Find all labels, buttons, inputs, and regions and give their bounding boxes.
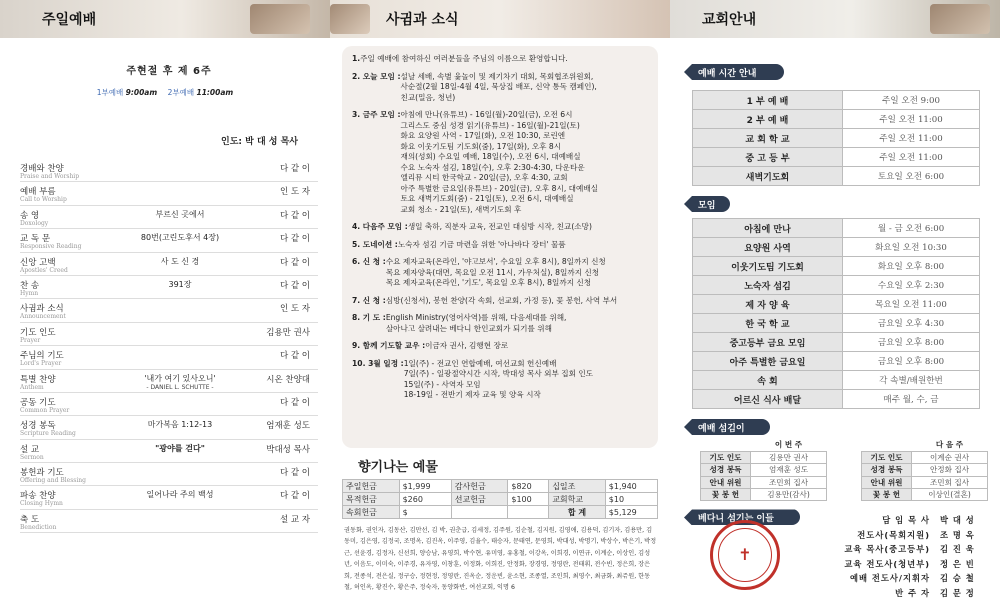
news-item-label: 10. 3월 일정 : bbox=[352, 358, 404, 368]
order-item-detail: 부르신 곳에서 bbox=[155, 209, 205, 219]
order-item-leader: 다 같 이 bbox=[279, 164, 310, 174]
order-row bbox=[20, 370, 318, 393]
meeting-label: 제 자 양 육 bbox=[693, 295, 843, 314]
cross-flame-icon: ✝ bbox=[738, 545, 752, 564]
order-item-english: Praise and Worship bbox=[20, 173, 80, 180]
staff-block bbox=[700, 510, 990, 605]
news-item-label: 3. 금주 모임 : bbox=[352, 110, 401, 119]
offering-label: 주일헌금 bbox=[343, 480, 400, 493]
meetings-section bbox=[684, 196, 1000, 212]
order-item-detail: 일어나라 주의 백성 bbox=[146, 490, 214, 500]
order-item-detail: 사 도 신 경 bbox=[160, 256, 200, 266]
news-item-label: 8. 기 도 : bbox=[352, 313, 386, 322]
order-item-leader: 다 같 이 bbox=[279, 491, 310, 502]
order-item-english: Hymn bbox=[20, 289, 39, 297]
staff-name: 조 명 옥 bbox=[940, 529, 975, 540]
order-item-detail: "광야를 걷다" bbox=[155, 443, 205, 453]
server-row bbox=[862, 476, 988, 488]
order-row bbox=[20, 159, 318, 182]
order-item-english: Benediction bbox=[20, 523, 57, 531]
order-item-title: 봉헌과 기도 bbox=[20, 468, 64, 479]
church-info-header-title: 교회안내 bbox=[702, 12, 757, 28]
header-photo-right bbox=[930, 4, 990, 34]
server-role: 꽃 봉 헌 bbox=[701, 489, 751, 501]
server-name: 김용만(감사) bbox=[751, 489, 827, 501]
news-item bbox=[352, 54, 648, 65]
news-item-label: 7. 신 청 : bbox=[352, 295, 386, 305]
order-row bbox=[20, 253, 318, 276]
staff-row bbox=[780, 543, 986, 555]
news-item bbox=[352, 257, 648, 289]
server-role: 성경 봉독 bbox=[701, 464, 751, 476]
meeting-row bbox=[693, 238, 980, 257]
news-item-label: 4. 다음주 모임 : bbox=[352, 222, 408, 231]
staff-name: 박 대 성 bbox=[940, 515, 975, 525]
order-item-leader: 인 도 자 bbox=[279, 187, 310, 198]
order-item-leader: 다 같 이 bbox=[279, 280, 310, 291]
meeting-row bbox=[693, 371, 980, 390]
worship-time-row bbox=[693, 129, 980, 148]
order-item-leader: 다 같 이 bbox=[279, 257, 310, 268]
worship-time-value: 주일 오전 11:00 bbox=[843, 148, 980, 167]
meeting-value: 금요일 오후 4:30 bbox=[843, 314, 980, 333]
news-item-label: 1. bbox=[352, 54, 361, 63]
order-row bbox=[20, 276, 318, 299]
staff-row bbox=[780, 558, 986, 570]
order-item-english: Scripture Reading bbox=[20, 430, 76, 438]
worship-time-value: 주일 오전 11:00 bbox=[843, 129, 980, 148]
news-item-text: 설날 세배, 속별 윷놀이 및 제기차기 대회, 목회협조위원회, 사순절(2월 18일-4월 4일, 묵상집 배포, 신약 통독 캠페인), 친교(밀음, 청년) bbox=[400, 71, 597, 102]
staff-row bbox=[780, 587, 986, 599]
server-name: 이상인(결혼) bbox=[912, 489, 988, 501]
offering-label: 감사헌금 bbox=[451, 480, 508, 493]
order-item-title: 성경 봉독 bbox=[20, 421, 56, 432]
order-item-title: 특별 찬양 bbox=[20, 374, 56, 385]
news-item bbox=[352, 240, 648, 251]
news-item-label: 2. 오늘 모임 : bbox=[352, 71, 401, 81]
news-item bbox=[352, 72, 648, 104]
header-photo-left bbox=[330, 4, 370, 34]
meeting-row bbox=[693, 352, 980, 371]
news-item bbox=[352, 359, 648, 401]
order-item-detail: '내가 여기 있사오니' bbox=[144, 373, 216, 383]
server-name: 조민희 집사 bbox=[912, 476, 988, 488]
order-row bbox=[20, 463, 318, 486]
servers-week-heading: 다 음 주 bbox=[912, 439, 988, 451]
order-item-english: Sermon bbox=[20, 453, 44, 461]
worship-time-value: 주일 오전 11:00 bbox=[843, 110, 980, 129]
order-item-title: 송 영 bbox=[20, 210, 40, 221]
meeting-row bbox=[693, 390, 980, 409]
time-value-1: 9:00am bbox=[125, 88, 158, 97]
order-item-detail: 80번(고린도후서 4장) bbox=[140, 233, 220, 243]
church-info-panel bbox=[670, 0, 1000, 607]
order-item-english: Doxology bbox=[20, 219, 49, 227]
news-item-text: 생일 축하, 직분자 교육, 전교인 대심방 시작, 친교(소망) bbox=[407, 222, 592, 231]
news-item-label: 6. 신 청 : bbox=[352, 257, 386, 266]
meeting-value: 금요일 오후 8:00 bbox=[843, 333, 980, 352]
order-item-title: 교 독 문 bbox=[20, 234, 51, 245]
worship-times-title: 예배 시간 안내 bbox=[698, 68, 757, 79]
offering-amount: $820 bbox=[508, 480, 549, 493]
worship-time-value: 주일 오전 9:00 bbox=[843, 91, 980, 110]
news-item bbox=[352, 313, 648, 334]
news-item-text: 이금자 권사, 김행현 장로 bbox=[425, 341, 509, 350]
news-item bbox=[352, 341, 648, 352]
time-label-1: 1부예배 bbox=[96, 88, 124, 97]
worship-time-label: 2 부 예 배 bbox=[693, 110, 843, 129]
news-item-text: 1일(주) - 전교인 연합예배, 여선교회 헌신예배 7일(주) - 일광절약시간 시작, 박대성 목사 외부 집회 인도 15일(주) - 사역자 모임 18-19일 - 전반기 제자 교육 및 양육 시작 bbox=[403, 358, 593, 399]
worship-time-label: 중 고 등 부 bbox=[693, 148, 843, 167]
order-item-leader: 시온 찬양대 bbox=[266, 374, 310, 385]
meeting-label: 요양원 사역 bbox=[693, 238, 843, 257]
meeting-label: 한 국 학 교 bbox=[693, 314, 843, 333]
server-name: 안정화 집사 bbox=[912, 464, 988, 476]
staff-role: 예배 전도사/지휘자 bbox=[849, 573, 930, 584]
staff-name: 김 문 정 bbox=[940, 588, 975, 598]
offering-label: 속회헌금 bbox=[343, 506, 400, 519]
worship-time-row bbox=[693, 148, 980, 167]
news-item-label: 9. 함께 기도할 교우 : bbox=[352, 341, 426, 350]
offering-amount: $10 bbox=[605, 493, 657, 506]
staff-role: 교육 전도사(청년부) bbox=[844, 558, 930, 569]
news-item-text: 노숙자 섬김 기금 마련을 위한 '아나바다 장터' 물품 bbox=[397, 239, 566, 249]
offering-amount bbox=[508, 506, 549, 519]
worship-time-row bbox=[693, 167, 980, 186]
worship-header bbox=[0, 0, 330, 38]
staff-role: 반 주 자 bbox=[895, 588, 930, 598]
worship-panel bbox=[0, 0, 330, 607]
staff-role: 교육 목사(중고등부) bbox=[844, 544, 930, 555]
church-logo bbox=[710, 520, 780, 590]
offering-label: 교회학교 bbox=[549, 493, 606, 506]
order-item-leader: 박대성 목사 bbox=[266, 444, 310, 455]
server-role: 안내 위원 bbox=[862, 476, 912, 488]
worship-times-section bbox=[684, 64, 1000, 80]
order-item-english: Common Prayer bbox=[20, 406, 70, 414]
staff-name: 김 진 욱 bbox=[940, 544, 975, 555]
order-item-english: Anthem bbox=[20, 383, 44, 391]
order-item-leader: 김용만 권사 bbox=[266, 327, 310, 338]
meetings-title: 모임 bbox=[698, 200, 716, 211]
meeting-value: 월 - 금 오전 6:00 bbox=[843, 219, 980, 238]
worship-time-label: 교 회 학 교 bbox=[693, 129, 843, 148]
order-row bbox=[20, 299, 318, 322]
news-item bbox=[352, 222, 648, 233]
news-item-text: English Ministry(영어사역)를 위해, 다음세대를 위해, 살아나고 살려내는 베다니 한인교회가 되기를 위해 bbox=[385, 313, 567, 333]
offering-amount: $100 bbox=[508, 493, 549, 506]
order-row bbox=[20, 416, 318, 439]
server-role: 꽃 봉 헌 bbox=[862, 489, 912, 501]
server-row bbox=[862, 489, 988, 501]
order-row bbox=[20, 229, 318, 252]
news-header-title: 사귐과 소식 bbox=[386, 12, 459, 28]
service-times bbox=[20, 87, 318, 98]
offering-label: 합 계 bbox=[549, 506, 606, 519]
meeting-row bbox=[693, 219, 980, 238]
worship-times-table bbox=[692, 90, 980, 186]
order-item-leader: 인 도 자 bbox=[279, 304, 310, 315]
worship-time-row bbox=[693, 110, 980, 129]
meeting-row bbox=[693, 314, 980, 333]
servers-section bbox=[684, 419, 1000, 435]
order-item-title: 설 교 bbox=[20, 444, 40, 455]
order-item-english: Closing Hymn bbox=[20, 500, 63, 508]
order-item-title: 주님의 기도 bbox=[20, 351, 64, 362]
order-item-leader: 다 같 이 bbox=[279, 351, 310, 362]
order-item-leader: 다 같 이 bbox=[279, 397, 310, 408]
staff-row bbox=[780, 572, 986, 584]
worship-time-row bbox=[693, 91, 980, 110]
staff-role: 전도사(목회지원) bbox=[857, 529, 930, 540]
order-row bbox=[20, 440, 318, 463]
servers-this-week bbox=[700, 439, 827, 501]
staff-name: 김 승 철 bbox=[940, 573, 975, 584]
order-item-leader: 다 같 이 bbox=[279, 234, 310, 245]
order-item-title: 축 도 bbox=[20, 514, 40, 525]
server-name: 이계순 권사 bbox=[912, 451, 988, 463]
server-role: 안내 위원 bbox=[701, 476, 751, 488]
server-name: 엄재훈 성도 bbox=[751, 464, 827, 476]
meeting-label: 아침에 만나 bbox=[693, 219, 843, 238]
meeting-value: 금요일 오후 8:00 bbox=[843, 352, 980, 371]
order-row bbox=[20, 510, 318, 533]
church-info-header bbox=[670, 0, 1000, 38]
offering-row bbox=[343, 480, 658, 493]
news-item-text: 아침에 만나(유튜브) - 16일(월)-20일(금), 오전 6시 그리스도 중심 성경 읽기(유튜브) - 16일(월)-21일(토) 화요 요양원 사역 - 17일(화), 오전 10:30, 로린엔 화요 이웃기도팀 기도회(줌), 17일(화), 오후 8시 재의(성회) 수요일 예배, 18일(수), 오전 6시, 대예배실 수요 노숙자 섬김, 18일(수), 오후 2:30-4:30, 다운타운 엘리뮤 시티 한국학교 - 20일(금), 오후 4:30, 교회 아주 특별한 금요일(유튜브) - 20일(금), 오후 8시, 대예배실 토요 새벽기도회(줌) - 21일(토), 오전 6시, 대예배실 교회 청소 - 21일(토), 새벽기도회 후 bbox=[400, 110, 599, 214]
order-row bbox=[20, 346, 318, 369]
order-item-english: Lord's Prayer bbox=[20, 360, 62, 368]
header-photo bbox=[250, 4, 310, 34]
offering-label: 십일조 bbox=[549, 480, 606, 493]
server-row bbox=[862, 451, 988, 463]
staff-role: 담 임 목 사 bbox=[882, 515, 930, 525]
server-row bbox=[701, 451, 827, 463]
service-title: 주현절 후 제 6주 bbox=[126, 66, 212, 77]
server-role: 성경 봉독 bbox=[862, 464, 912, 476]
worship-time-label: 1 부 예 배 bbox=[693, 91, 843, 110]
worship-header-title: 주일예배 bbox=[42, 12, 97, 28]
news-item-text: 주일 예배에 참여하신 여러분들을 주님의 이름으로 환영합니다. bbox=[360, 54, 568, 63]
offering-label: 목적헌금 bbox=[343, 493, 400, 506]
order-item-title: 사귐과 소식 bbox=[20, 304, 64, 315]
order-item-english: Offering and Blessing bbox=[20, 477, 86, 485]
staff-name: 정 은 빈 bbox=[940, 558, 975, 569]
order-item-english: Apostles' Creed bbox=[20, 266, 68, 274]
meeting-label: 어르신 식사 배달 bbox=[693, 390, 843, 409]
order-row bbox=[20, 486, 318, 509]
order-item-title: 신앙 고백 bbox=[20, 257, 56, 268]
offering-row bbox=[343, 506, 658, 519]
servers-title: 예배 섬김이 bbox=[698, 423, 745, 434]
order-item-leader: 다 같 이 bbox=[279, 210, 310, 221]
offering-amount: $1,999 bbox=[399, 480, 451, 493]
meeting-row bbox=[693, 333, 980, 352]
servers-next-week bbox=[861, 439, 988, 501]
order-item-detail: 391장 bbox=[168, 279, 192, 289]
news-header bbox=[330, 0, 670, 38]
offering-label bbox=[451, 506, 508, 519]
server-name: 김용만 권사 bbox=[751, 451, 827, 463]
order-item-english: Responsive Reading bbox=[20, 243, 82, 251]
order-item-leader: 다 같 이 bbox=[279, 468, 310, 479]
news-panel bbox=[330, 0, 670, 607]
meeting-label: 속 회 bbox=[693, 371, 843, 390]
meeting-label: 노숙자 섬김 bbox=[693, 276, 843, 295]
news-item-text: 심방(신청서), 봉헌 찬양(각 속회, 선교회, 가정 등), 꽃 봉헌, 사역 부서 bbox=[385, 295, 618, 305]
meeting-label: 이웃기도팀 기도회 bbox=[693, 257, 843, 276]
time-value-2: 11:00am bbox=[196, 88, 234, 97]
order-item-title: 파송 찬양 bbox=[20, 491, 56, 502]
staff-row bbox=[780, 514, 986, 526]
server-name: 조민희 집사 bbox=[751, 476, 827, 488]
meeting-row bbox=[693, 295, 980, 314]
meeting-value: 목요일 오전 11:00 bbox=[843, 295, 980, 314]
meeting-label: 중고등부 금요 모임 bbox=[693, 333, 843, 352]
offering-names: 권동화, 권인자, 김동산, 김만선, 김 박, 권춘급, 김세정, 김주원, 김순철, 김지원, 김영애, 김용덕, 김기자, 김용만, 김동미, 김은영, 김정국, 조명옥, 김진옥, 이주영, 김율수, 태승자, 문태연, 문영희, 박대성, 박명기, 박상수, 박은기, 박정근, 선윤경, 김정자, 신선희, 양승남, 유영희, 박수현, 유미영, 유홍철, 이강옥, 이희경, 이연규, 이계순, 이상인, 김성년, 이음도, 이미숙, 이주경, 유자영, 이창훈, 이정화, 이희진, 안정화, 장경영, 정영란, 전태휘, 전수빈, 정은희, 장은희, 전종석, 전은실, 정구승, 정현정, 정영란, 진옥순, 정운빈, 윤소현, 조종열, 조인희, 최영수, 최금화, 최쥬원, 한동철, 허인옥, 황진수, 황은주, 정숙자, 동양화반, 여선교회, 익명 6 bbox=[344, 527, 657, 592]
offering-amount: $5,129 bbox=[605, 506, 657, 519]
order-item-english: Prayer bbox=[20, 336, 41, 344]
offering-row bbox=[343, 493, 658, 506]
news-box bbox=[342, 46, 658, 448]
server-role: 기도 인도 bbox=[862, 451, 912, 463]
order-row bbox=[20, 393, 318, 416]
meeting-value: 화요일 오전 10:30 bbox=[843, 238, 980, 257]
meeting-label: 아주 특별한 금요일 bbox=[693, 352, 843, 371]
servers-week-heading: 이 번 주 bbox=[751, 439, 827, 451]
order-item-leader: 엄재훈 성도 bbox=[266, 421, 310, 432]
order-item-detail: 마가복음 1:12-13 bbox=[147, 420, 213, 430]
meeting-value: 매주 월, 수, 금 bbox=[843, 390, 980, 409]
worship-time-value: 토요일 오전 6:00 bbox=[843, 167, 980, 186]
order-row bbox=[20, 182, 318, 205]
server-row bbox=[701, 489, 827, 501]
order-item-title: 예배 부름 bbox=[20, 187, 56, 198]
offering-table bbox=[342, 479, 658, 519]
order-item-english: Announcement bbox=[20, 313, 66, 321]
server-role: 기도 인도 bbox=[701, 451, 751, 463]
offering-amount: $ bbox=[399, 506, 451, 519]
news-item-label: 5. 도네이션 : bbox=[352, 239, 398, 249]
meetings-table bbox=[692, 218, 980, 409]
news-item bbox=[352, 296, 648, 307]
offering-amount: $1,940 bbox=[605, 480, 657, 493]
order-item-subdetail: - DANIEL L. SCHUTTE - bbox=[146, 383, 214, 391]
order-of-worship bbox=[20, 159, 318, 533]
server-row bbox=[701, 464, 827, 476]
order-row bbox=[20, 206, 318, 229]
server-row bbox=[701, 476, 827, 488]
meeting-row bbox=[693, 276, 980, 295]
staff-title: 베다니 섬기는 이들 bbox=[698, 513, 774, 524]
time-label-2: 2부예배 bbox=[167, 88, 195, 97]
order-item-leader: 설 교 자 bbox=[279, 514, 310, 525]
offering-amount: $260 bbox=[399, 493, 451, 506]
meeting-value: 수요일 오후 2:30 bbox=[843, 276, 980, 295]
news-item bbox=[352, 110, 648, 215]
meeting-value: 화요일 오후 8:00 bbox=[843, 257, 980, 276]
staff-row bbox=[780, 529, 986, 541]
meeting-row bbox=[693, 257, 980, 276]
news-item-text: 수요 제자교육(온라인, '야고보서', 수요일 오후 8시), 8일까지 신청 목요 제자양육(대면, 목요일 오전 11시, 가우처실), 8일까지 신청 목요 제자교육(온라인, '기도', 목요일 오후 8시), 8일까지 신청 bbox=[385, 257, 606, 287]
order-item-english: Call to Worship bbox=[20, 196, 67, 204]
order-row bbox=[20, 323, 318, 346]
preacher-line: 인도: 박 대 성 목사 bbox=[221, 137, 298, 147]
offering-title: 향기나는 예물 bbox=[358, 460, 438, 475]
order-item-title: 공동 기도 bbox=[20, 397, 56, 408]
meeting-value: 각 속별/배원한번 bbox=[843, 371, 980, 390]
order-item-title: 경배와 찬양 bbox=[20, 164, 64, 174]
worship-time-label: 새벽기도회 bbox=[693, 167, 843, 186]
server-row bbox=[862, 464, 988, 476]
order-item-title: 기도 인도 bbox=[20, 327, 56, 338]
offering-label: 선교헌금 bbox=[451, 493, 508, 506]
order-item-title: 찬 송 bbox=[20, 280, 40, 291]
